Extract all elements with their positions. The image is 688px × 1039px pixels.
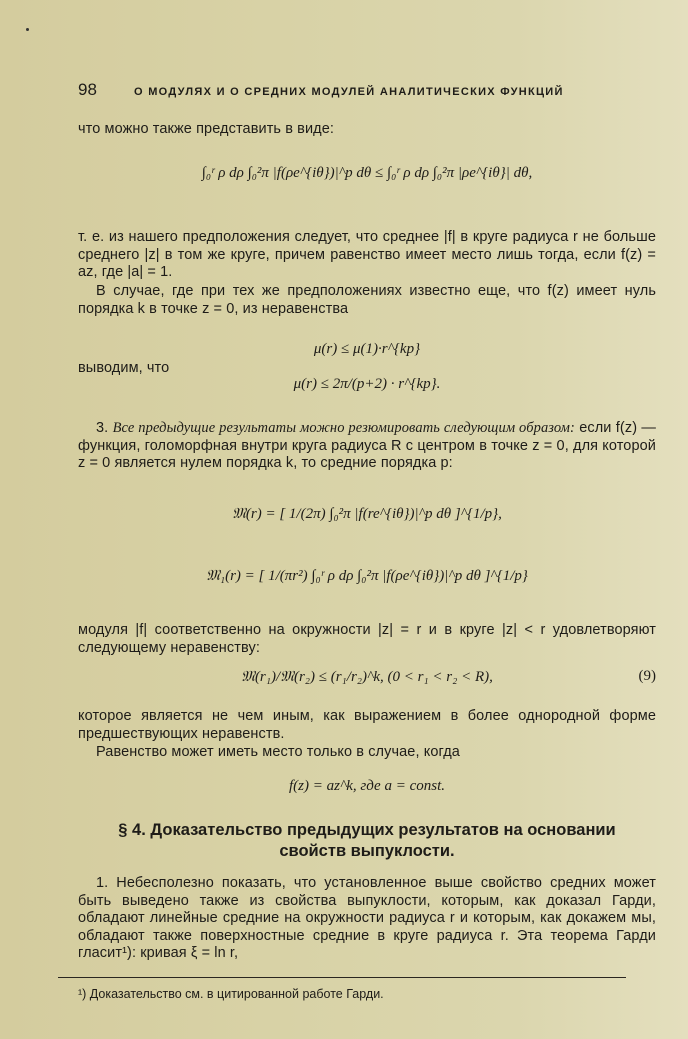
- paragraph-6: Равенство может иметь место только в случае, когда: [96, 744, 460, 760]
- paragraph-7: 1. Небесполезно показать, что установленное выше свойство средних может быть выведено также из свойства выпуклости, которым, как доказал Гарди, обладают линейные средние на окружности радиуса r и которым, как докажем мы, обладают также поверхностные средние в круге радиуса r. Эта теорема Гарди гласит¹): кривая ξ = ln r,: [78, 875, 656, 961]
- formula-6: [78, 668, 656, 686]
- paragraph-4: модуля |f| соответственно на окружности |z| = r и в круге |z| < r удовлетворяют следующему неравенству:: [78, 622, 656, 656]
- paragraph-3-rest: если f(z) — функция, голоморфная внутри круга радиуса R с центром в точке z = 0, для которой z = 0 является нулем порядка k, то средние порядка p:: [78, 420, 656, 471]
- summary-statement: Все предыдущие результаты можно резюмировать следующим образом:: [112, 420, 575, 436]
- running-head: О МОДУЛЯХ И О СРЕДНИХ МОДУЛЕЙ АНАЛИТИЧЕСКИХ ФУНКЦИЙ: [134, 86, 564, 98]
- section-title: [78, 820, 656, 862]
- equation-number: (9): [638, 668, 656, 684]
- paragraph-2: В случае, где при тех же предположениях известно еще, что f(z) имеет нуль порядка k в точке z = 0, из неравенства: [78, 283, 656, 317]
- item-number: 3.: [96, 420, 109, 436]
- formula-6-body: 𝔐(r₁)/𝔐(r₂) ≤ (r₁/r₂)^k, (0 < r₁ < r₂ < R),: [241, 669, 493, 685]
- formula-1: ∫₀ʳ ρ dρ ∫₀²π |f(ρe^{iθ})|^p dθ ≤ ∫₀ʳ ρ dρ ∫₀²π |ρe^{iθ}| dθ,: [201, 165, 533, 181]
- intro-line: что можно также представить в виде:: [78, 121, 335, 137]
- section-title-line-1: § 4. Доказательство предыдущих результатов на основании: [118, 821, 616, 839]
- paragraph-5: которое является не чем иным, как выражением в более однородной форме предшествующих неравенств.: [78, 708, 656, 742]
- paragraph-3: [78, 420, 656, 473]
- formula-5: 𝔐₁(r) = [ 1/(πr²) ∫₀ʳ ρ dρ ∫₀²π |f(ρe^{iθ})|^p dθ ]^{1/p}: [206, 568, 528, 584]
- formula-3: μ(r) ≤ 2π/(p+2) · r^{kp}.: [293, 376, 441, 392]
- page-number: 98: [78, 80, 97, 99]
- conclude-line: выводим, что: [78, 360, 170, 376]
- paragraph-1: т. е. из нашего предположения следует, что среднее |f| в круге радиуса r не больше среднего |z| в том же круге, причем равенство имеет место лишь тогда, если f(z) = az, где |a| = 1.: [78, 229, 656, 280]
- section-title-line-2: свойств выпуклости.: [279, 842, 455, 860]
- footnote: ¹) Доказательство см. в цитированной работе Гарди.: [78, 987, 384, 1001]
- formula-7: f(z) = az^k, где a = const.: [288, 778, 445, 794]
- footnote-rule: [58, 977, 626, 978]
- formula-4: 𝔐(r) = [ 1/(2π) ∫₀²π |f(re^{iθ})|^p dθ ]^{1/p},: [232, 506, 502, 522]
- page-header: [78, 80, 656, 102]
- formula-2: μ(r) ≤ μ(1)·r^{kp}: [313, 341, 421, 357]
- scan-speck: [26, 28, 29, 31]
